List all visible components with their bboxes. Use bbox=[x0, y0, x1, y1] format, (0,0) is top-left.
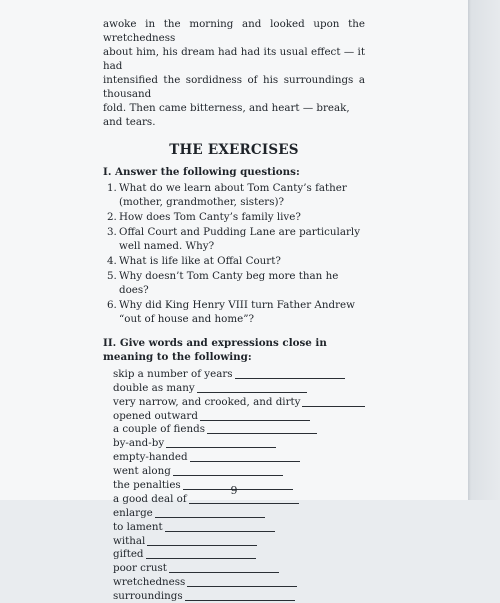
phrase-row bbox=[113, 423, 365, 437]
page-number: 9 bbox=[230, 484, 238, 497]
question-number: 4. bbox=[107, 255, 117, 267]
question-number: 6. bbox=[107, 299, 117, 311]
question-number: 5. bbox=[107, 270, 117, 282]
answer-blank bbox=[169, 572, 279, 573]
exercise-2-title bbox=[103, 336, 365, 364]
phrase-text: wretchedness bbox=[113, 576, 186, 589]
answer-blank bbox=[197, 392, 307, 393]
phrase-row bbox=[113, 534, 365, 548]
answer-blank bbox=[189, 503, 299, 504]
phrase-text: to lament bbox=[113, 520, 163, 533]
phrase-text: by-and-by bbox=[113, 437, 165, 450]
phrase-row bbox=[113, 450, 365, 464]
phrase-text: skip a number of years bbox=[113, 367, 233, 380]
question-item bbox=[103, 210, 365, 224]
phrase-text: went along bbox=[113, 465, 171, 478]
answer-blank bbox=[207, 433, 317, 434]
answer-blank bbox=[146, 558, 256, 559]
phrase-row bbox=[113, 548, 365, 562]
phrase-text: withal bbox=[113, 534, 146, 547]
answer-blank bbox=[173, 475, 283, 476]
exercise-2-instruction: Give words and expressions close in meaning to the following: bbox=[103, 337, 327, 363]
question-text: Why doesn’t Tom Canty beg more than he does? bbox=[119, 270, 339, 296]
phrase-text: opened outward bbox=[113, 409, 198, 422]
answer-blank bbox=[200, 420, 310, 421]
phrase-row bbox=[113, 520, 365, 534]
exercise-2-number: II. bbox=[103, 337, 117, 349]
question-text: How does Tom Canty’s family live? bbox=[119, 211, 301, 223]
phrase-row bbox=[113, 409, 365, 423]
exercise-1-title: I. Answer the following questions: bbox=[103, 166, 300, 178]
answer-blank bbox=[190, 461, 300, 462]
intro-paragraph bbox=[103, 17, 365, 129]
phrase-text: enlarge bbox=[113, 506, 153, 519]
question-text: What is life like at Offal Court? bbox=[119, 255, 281, 267]
phrase-text: a good deal of bbox=[113, 492, 187, 505]
answer-blank bbox=[185, 600, 295, 601]
intro-line: about him, his dream had had its usual effect — it had bbox=[103, 46, 365, 72]
question-item bbox=[103, 225, 365, 253]
phrase-text: surroundings bbox=[113, 590, 183, 603]
intro-line: fold. Then came bitterness, and heart — break, and tears. bbox=[103, 102, 350, 128]
question-text: Why did King Henry VIII turn Father Andrew “out of house and home”? bbox=[119, 299, 355, 325]
phrase-text: a couple of fiends bbox=[113, 423, 206, 436]
phrase-text: gifted bbox=[113, 548, 144, 561]
question-item bbox=[103, 298, 365, 326]
question-text: Offal Court and Pudding Lane are particularly well named. Why? bbox=[119, 226, 361, 252]
phrase-row bbox=[113, 464, 365, 478]
answer-blank bbox=[155, 517, 265, 518]
phrase-row bbox=[113, 506, 365, 520]
intro-line: awoke in the morning and looked upon the wretchedness bbox=[103, 18, 365, 44]
question-item bbox=[103, 269, 365, 297]
phrase-row bbox=[113, 395, 365, 409]
answer-blank bbox=[147, 545, 257, 546]
phrase-text: poor crust bbox=[113, 562, 167, 575]
answer-blank bbox=[302, 406, 365, 407]
answer-blank bbox=[165, 531, 275, 532]
phrase-row bbox=[113, 589, 365, 603]
phrase-text: empty-handed bbox=[113, 451, 188, 464]
question-number: 1. bbox=[107, 182, 117, 194]
phrase-row bbox=[113, 575, 365, 589]
exercise-2 bbox=[103, 336, 365, 603]
phrase-row bbox=[113, 436, 365, 450]
phrase-row bbox=[113, 561, 365, 575]
page-edge bbox=[468, 0, 500, 500]
page-content bbox=[103, 17, 365, 603]
question-item bbox=[103, 181, 365, 209]
answer-blank bbox=[235, 378, 345, 379]
phrase-text: double as many bbox=[113, 381, 195, 394]
phrase-row bbox=[113, 381, 365, 395]
question-number: 3. bbox=[107, 226, 117, 238]
question-item bbox=[103, 254, 365, 268]
answer-blank bbox=[187, 586, 297, 587]
phrase-text: very narrow, and crooked, and dirty bbox=[113, 395, 301, 408]
question-list bbox=[103, 181, 365, 326]
question-number: 2. bbox=[107, 211, 117, 223]
question-text: What do we learn about Tom Canty’s father (mother, grandmother, sisters)? bbox=[119, 182, 347, 208]
answer-blank bbox=[166, 447, 276, 448]
section-heading: THE EXERCISES bbox=[169, 142, 299, 158]
intro-line: intensified the sordidness of his surroundings a thousand bbox=[103, 74, 365, 100]
phrase-row bbox=[113, 367, 365, 381]
phrase-text: the penalties bbox=[113, 479, 181, 492]
exercise-1 bbox=[103, 165, 365, 326]
